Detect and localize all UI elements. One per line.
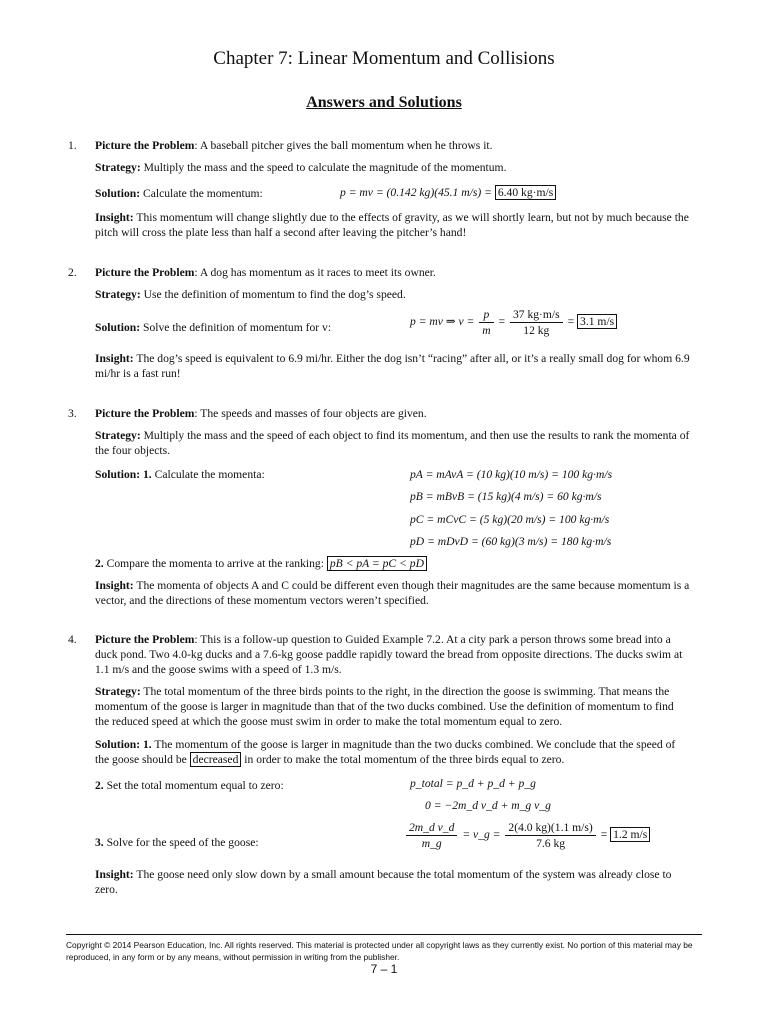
- equation: p = mv = (0.142 kg)(45.1 m/s) = 6.40 kg·m/s: [340, 185, 556, 200]
- solution: Solution: Solve the definition of momentum for v:: [95, 321, 332, 334]
- problem-number: 2.: [68, 266, 77, 279]
- chapter-title: Chapter 7: Linear Momentum and Collisions: [213, 48, 555, 69]
- total-momentum-equation: p_total = p_d + p_d + p_g: [410, 777, 536, 790]
- picture-the-problem: Picture the Problem: A dog has momentum as it races to meet its owner.: [95, 266, 436, 279]
- picture-the-problem: Picture the Problem: A baseball pitcher gives the ball momentum when he throws it.: [95, 139, 493, 152]
- solution: Solution: Calculate the momentum:: [95, 187, 263, 200]
- strategy: Strategy: The total momentum of the three birds points to the right, in the direction the goose is swimming. That means the momentum of the goose is larger in magnitude than that of the two ducks combined. Use the definition of momentum to find the reduced speed at which the goose must swim in order to make the total momentum equal to zero.: [95, 685, 674, 728]
- goose-speed-equation: $\frac{\text{2m\_d v\_d}}{m\_g}$ = v_g = $\frac{2(4.0 kg)(1.1 m/s)}{7.6 kg}$ = 1.2 m/s: [404, 820, 650, 851]
- momentum-equation-b: pB = mBvB = (15 kg)(4 m/s) = 60 kg·m/s: [410, 490, 602, 503]
- answer-box: 6.40 kg·m/s: [495, 185, 556, 200]
- solution: Solution: 1. The momentum of the goose is larger in magnitude than the two ducks combined. We conclude that the speed of the goose should be decreased in order to make the total momentum of the three birds equal to zero.: [95, 738, 676, 766]
- picture-the-problem: Picture the Problem: The speeds and masses of four objects are given.: [95, 407, 427, 420]
- answer-box: 1.2 m/s: [610, 827, 650, 842]
- fraction: $\frac{\text{2m\_d v\_d}}{m\_g}$: [406, 820, 457, 851]
- momentum-equation-c: pC = mCvC = (5 kg)(20 m/s) = 100 kg·m/s: [410, 513, 610, 526]
- insight: Insight: The momenta of objects A and C could be different even though their magnitudes are the same because momentum is a vector, and the directions of these momentum vectors weren’t specified.: [95, 579, 690, 607]
- strategy: Strategy: Multiply the mass and the speed to calculate the magnitude of the momentum.: [95, 161, 507, 174]
- fraction: $\frac{2(4.0 kg)(1.1 m/s)}{7.6 kg}$: [505, 820, 595, 851]
- insight: Insight: This momentum will change slightly due to the effects of gravity, as we will shortly learn, but not by much because the pitch will cross the plate less than half a second after leaving the pitcher’s hand!: [95, 211, 689, 239]
- insight: Insight: The goose need only slow down by a small amount because the total momentum of the system was already close to zero.: [95, 868, 672, 896]
- decreased-box: decreased: [190, 752, 242, 767]
- problem-number: 3.: [68, 407, 77, 420]
- step-2: 2. Set the total momentum equal to zero:: [95, 779, 284, 792]
- zero-momentum-equation: 0 = −2m_d v_d + m_g v_g: [425, 799, 551, 812]
- momentum-equation-d: pD = mDvD = (60 kg)(3 m/s) = 180 kg·m/s: [410, 535, 612, 548]
- comparison-step: 2. Compare the momenta to arrive at the ranking: pB < pA = pC < pD: [95, 556, 690, 571]
- equation: p = mv ⇒ v = $\frac{p}{m}$ = $\frac{37 kg\cdot m/s}{12 kg}$ = 3.1 m/s: [410, 307, 617, 338]
- solution: Solution: 1. Calculate the momenta:: [95, 468, 265, 481]
- page-number: 7 – 1: [370, 962, 398, 976]
- picture-the-problem: Picture the Problem: This is a follow-up question to Guided Example 7.2. At a city park a person throws some bread into a duck pond. Two 4.0-kg ducks and a 7.6-kg goose paddle rapidly toward the bread from opposite directions. The ducks swim at 1.1 m/s and the goose swims with a speed of 1.3 m/s.: [95, 633, 683, 676]
- section-subtitle: Answers and Solutions: [306, 94, 462, 111]
- step-3: 3. Solve for the speed of the goose:: [95, 836, 259, 849]
- answer-box: 3.1 m/s: [577, 314, 617, 329]
- momentum-equation-a: pA = mAvA = (10 kg)(10 m/s) = 100 kg·m/s: [410, 468, 613, 481]
- strategy: Strategy: Multiply the mass and the speed of each object to find its momentum, and then use the results to rank the momenta of the four objects.: [95, 429, 690, 457]
- fraction: $\frac{37 kg\cdot m/s}{12 kg}$: [510, 307, 563, 338]
- problem-number: 1.: [68, 139, 77, 152]
- fraction: $\frac{p}{m}$: [479, 307, 493, 338]
- strategy: Strategy: Use the definition of momentum to find the dog’s speed.: [95, 288, 406, 301]
- problem-number: 4.: [68, 633, 77, 646]
- insight: Insight: The dog’s speed is equivalent to 6.9 mi/hr. Either the dog isn’t “racing” after all, or it’s a really small dog for whom 6.9 mi/hr is a fast run!: [95, 352, 690, 380]
- ranking-box: pB < pA = pC < pD: [327, 556, 427, 571]
- copyright-footer: Copyright © 2014 Pearson Education, Inc. All rights reserved. This material is protected under all copyright laws as they currently exist. No portion of this material may be reproduced, in any form or by any means, without permission in writing from the publisher.: [66, 934, 702, 963]
